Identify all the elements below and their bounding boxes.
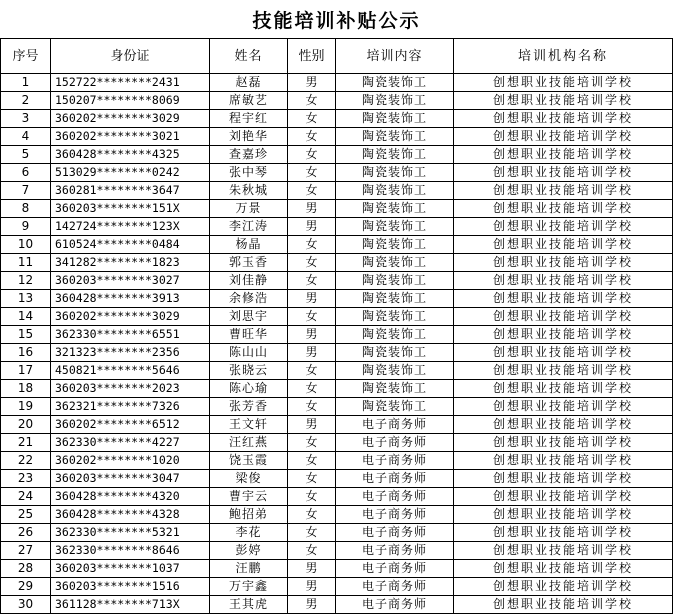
table-row [1, 398, 673, 416]
cell-name: 汪红燕 [210, 434, 288, 452]
cell-gender: 男 [288, 74, 336, 92]
cell-id-number: 610524********0484 [51, 236, 210, 254]
cell-id-number: 360202********6512 [51, 416, 210, 434]
cell-index: 11 [1, 254, 51, 272]
cell-id-number: 362330********4227 [51, 434, 210, 452]
cell-name: 陈山山 [210, 344, 288, 362]
cell-institution: 创想职业技能培训学校 [454, 92, 673, 110]
header-index: 序号 [1, 39, 51, 74]
cell-gender: 女 [288, 128, 336, 146]
cell-index: 6 [1, 164, 51, 182]
cell-name: 朱秋城 [210, 182, 288, 200]
cell-institution: 创想职业技能培训学校 [454, 110, 673, 128]
cell-gender: 男 [288, 416, 336, 434]
cell-training-content: 电子商务师 [336, 470, 454, 488]
cell-name: 张晓云 [210, 362, 288, 380]
table-row [1, 218, 673, 236]
table-row [1, 272, 673, 290]
cell-training-content: 陶瓷装饰工 [336, 164, 454, 182]
cell-institution: 创想职业技能培训学校 [454, 542, 673, 560]
cell-id-number: 362330********8646 [51, 542, 210, 560]
cell-index: 18 [1, 380, 51, 398]
table-row [1, 524, 673, 542]
cell-name: 刘佳静 [210, 272, 288, 290]
cell-name: 程宇红 [210, 110, 288, 128]
cell-training-content: 陶瓷装饰工 [336, 326, 454, 344]
cell-id-number: 450821********5646 [51, 362, 210, 380]
cell-id-number: 360203********3047 [51, 470, 210, 488]
table-row [1, 74, 673, 92]
subsidy-table [0, 38, 673, 614]
cell-training-content: 陶瓷装饰工 [336, 218, 454, 236]
cell-name: 张芳香 [210, 398, 288, 416]
table-row [1, 578, 673, 596]
cell-gender: 女 [288, 308, 336, 326]
cell-index: 9 [1, 218, 51, 236]
table-row [1, 308, 673, 326]
cell-id-number: 152722********2431 [51, 74, 210, 92]
cell-index: 23 [1, 470, 51, 488]
cell-id-number: 360428********4325 [51, 146, 210, 164]
cell-training-content: 陶瓷装饰工 [336, 272, 454, 290]
cell-id-number: 360203********1516 [51, 578, 210, 596]
table-row [1, 560, 673, 578]
cell-index: 14 [1, 308, 51, 326]
cell-institution: 创想职业技能培训学校 [454, 488, 673, 506]
cell-name: 曹宇云 [210, 488, 288, 506]
cell-institution: 创想职业技能培训学校 [454, 506, 673, 524]
cell-index: 16 [1, 344, 51, 362]
cell-name: 张中琴 [210, 164, 288, 182]
cell-id-number: 360202********1020 [51, 452, 210, 470]
table-row [1, 254, 673, 272]
cell-gender: 男 [288, 596, 336, 614]
cell-training-content: 电子商务师 [336, 578, 454, 596]
table-row [1, 164, 673, 182]
cell-id-number: 360202********3021 [51, 128, 210, 146]
cell-training-content: 电子商务师 [336, 506, 454, 524]
cell-gender: 女 [288, 380, 336, 398]
cell-id-number: 360428********3913 [51, 290, 210, 308]
cell-name: 查嘉珍 [210, 146, 288, 164]
cell-gender: 女 [288, 92, 336, 110]
cell-institution: 创想职业技能培训学校 [454, 578, 673, 596]
cell-index: 25 [1, 506, 51, 524]
cell-institution: 创想职业技能培训学校 [454, 218, 673, 236]
cell-name: 余修浩 [210, 290, 288, 308]
cell-index: 26 [1, 524, 51, 542]
table-row [1, 488, 673, 506]
cell-index: 10 [1, 236, 51, 254]
cell-index: 3 [1, 110, 51, 128]
cell-gender: 女 [288, 452, 336, 470]
cell-institution: 创想职业技能培训学校 [454, 128, 673, 146]
cell-index: 22 [1, 452, 51, 470]
cell-institution: 创想职业技能培训学校 [454, 596, 673, 614]
cell-name: 彭婷 [210, 542, 288, 560]
cell-training-content: 陶瓷装饰工 [336, 344, 454, 362]
cell-gender: 女 [288, 110, 336, 128]
cell-name: 汪鹏 [210, 560, 288, 578]
cell-gender: 男 [288, 200, 336, 218]
table-row [1, 182, 673, 200]
cell-gender: 女 [288, 524, 336, 542]
cell-name: 李花 [210, 524, 288, 542]
cell-gender: 女 [288, 398, 336, 416]
cell-training-content: 陶瓷装饰工 [336, 110, 454, 128]
cell-id-number: 361128********713X [51, 596, 210, 614]
table-row [1, 290, 673, 308]
cell-training-content: 电子商务师 [336, 416, 454, 434]
cell-name: 王其虎 [210, 596, 288, 614]
cell-gender: 女 [288, 470, 336, 488]
cell-training-content: 电子商务师 [336, 488, 454, 506]
cell-training-content: 电子商务师 [336, 524, 454, 542]
cell-index: 13 [1, 290, 51, 308]
cell-institution: 创想职业技能培训学校 [454, 380, 673, 398]
cell-training-content: 陶瓷装饰工 [336, 200, 454, 218]
cell-institution: 创想职业技能培训学校 [454, 200, 673, 218]
cell-gender: 女 [288, 254, 336, 272]
cell-training-content: 陶瓷装饰工 [336, 74, 454, 92]
table-row [1, 596, 673, 614]
header-training-content: 培训内容 [336, 39, 454, 74]
table-row [1, 326, 673, 344]
cell-name: 饶玉霞 [210, 452, 288, 470]
cell-gender: 女 [288, 182, 336, 200]
cell-gender: 女 [288, 362, 336, 380]
cell-training-content: 陶瓷装饰工 [336, 380, 454, 398]
table-row [1, 236, 673, 254]
cell-index: 7 [1, 182, 51, 200]
cell-name: 刘思宇 [210, 308, 288, 326]
cell-id-number: 150207********8069 [51, 92, 210, 110]
cell-institution: 创想职业技能培训学校 [454, 236, 673, 254]
cell-id-number: 360202********3029 [51, 308, 210, 326]
cell-index: 1 [1, 74, 51, 92]
cell-id-number: 362321********7326 [51, 398, 210, 416]
cell-index: 12 [1, 272, 51, 290]
cell-training-content: 电子商务师 [336, 434, 454, 452]
cell-gender: 男 [288, 218, 336, 236]
cell-index: 2 [1, 92, 51, 110]
table-row [1, 542, 673, 560]
cell-index: 30 [1, 596, 51, 614]
cell-institution: 创想职业技能培训学校 [454, 344, 673, 362]
cell-institution: 创想职业技能培训学校 [454, 290, 673, 308]
cell-institution: 创想职业技能培训学校 [454, 398, 673, 416]
cell-id-number: 341282********1823 [51, 254, 210, 272]
cell-name: 陈心瑜 [210, 380, 288, 398]
cell-institution: 创想职业技能培训学校 [454, 146, 673, 164]
header-id-number: 身份证 [51, 39, 210, 74]
cell-name: 郭玉香 [210, 254, 288, 272]
cell-institution: 创想职业技能培训学校 [454, 254, 673, 272]
cell-gender: 女 [288, 542, 336, 560]
cell-index: 21 [1, 434, 51, 452]
cell-id-number: 513029********0242 [51, 164, 210, 182]
cell-id-number: 321323********2356 [51, 344, 210, 362]
cell-index: 4 [1, 128, 51, 146]
table-row [1, 380, 673, 398]
cell-index: 20 [1, 416, 51, 434]
table-row [1, 506, 673, 524]
table-row [1, 128, 673, 146]
cell-gender: 男 [288, 290, 336, 308]
table-row [1, 344, 673, 362]
table-row [1, 452, 673, 470]
cell-id-number: 360203********2023 [51, 380, 210, 398]
table-body [1, 74, 673, 614]
cell-training-content: 陶瓷装饰工 [336, 128, 454, 146]
cell-institution: 创想职业技能培训学校 [454, 272, 673, 290]
cell-training-content: 陶瓷装饰工 [336, 398, 454, 416]
cell-gender: 男 [288, 326, 336, 344]
cell-institution: 创想职业技能培训学校 [454, 524, 673, 542]
cell-index: 8 [1, 200, 51, 218]
table-row [1, 416, 673, 434]
table-row [1, 200, 673, 218]
cell-name: 李江涛 [210, 218, 288, 236]
header-name: 姓名 [210, 39, 288, 74]
cell-index: 24 [1, 488, 51, 506]
cell-training-content: 陶瓷装饰工 [336, 290, 454, 308]
cell-training-content: 电子商务师 [336, 542, 454, 560]
table-row [1, 434, 673, 452]
cell-training-content: 陶瓷装饰工 [336, 146, 454, 164]
cell-index: 27 [1, 542, 51, 560]
cell-name: 鲍招弟 [210, 506, 288, 524]
table-row [1, 92, 673, 110]
cell-id-number: 360202********3029 [51, 110, 210, 128]
cell-institution: 创想职业技能培训学校 [454, 308, 673, 326]
cell-institution: 创想职业技能培训学校 [454, 362, 673, 380]
cell-index: 17 [1, 362, 51, 380]
cell-institution: 创想职业技能培训学校 [454, 560, 673, 578]
cell-gender: 男 [288, 578, 336, 596]
cell-gender: 女 [288, 164, 336, 182]
cell-institution: 创想职业技能培训学校 [454, 164, 673, 182]
table-row [1, 110, 673, 128]
cell-id-number: 142724********123X [51, 218, 210, 236]
cell-institution: 创想职业技能培训学校 [454, 182, 673, 200]
cell-gender: 男 [288, 344, 336, 362]
cell-id-number: 360203********3027 [51, 272, 210, 290]
cell-training-content: 陶瓷装饰工 [336, 92, 454, 110]
cell-training-content: 陶瓷装饰工 [336, 362, 454, 380]
table-row [1, 146, 673, 164]
cell-gender: 女 [288, 488, 336, 506]
cell-institution: 创想职业技能培训学校 [454, 326, 673, 344]
page-title: 技能培训补贴公示 [252, 9, 421, 32]
cell-training-content: 电子商务师 [336, 452, 454, 470]
table-row [1, 362, 673, 380]
cell-id-number: 360281********3647 [51, 182, 210, 200]
cell-name: 万景 [210, 200, 288, 218]
cell-name: 王文轩 [210, 416, 288, 434]
cell-id-number: 360428********4328 [51, 506, 210, 524]
cell-institution: 创想职业技能培训学校 [454, 434, 673, 452]
cell-id-number: 362330********6551 [51, 326, 210, 344]
header-row [1, 39, 673, 74]
cell-name: 刘艳华 [210, 128, 288, 146]
cell-name: 曹旺华 [210, 326, 288, 344]
cell-institution: 创想职业技能培训学校 [454, 470, 673, 488]
cell-training-content: 陶瓷装饰工 [336, 308, 454, 326]
cell-gender: 女 [288, 146, 336, 164]
cell-id-number: 360428********4320 [51, 488, 210, 506]
cell-gender: 女 [288, 236, 336, 254]
cell-training-content: 电子商务师 [336, 560, 454, 578]
cell-name: 杨晶 [210, 236, 288, 254]
cell-id-number: 362330********5321 [51, 524, 210, 542]
header-gender: 性别 [288, 39, 336, 74]
cell-name: 赵磊 [210, 74, 288, 92]
cell-institution: 创想职业技能培训学校 [454, 74, 673, 92]
cell-training-content: 陶瓷装饰工 [336, 254, 454, 272]
cell-index: 28 [1, 560, 51, 578]
cell-gender: 女 [288, 506, 336, 524]
cell-id-number: 360203********151X [51, 200, 210, 218]
cell-index: 15 [1, 326, 51, 344]
cell-training-content: 电子商务师 [336, 596, 454, 614]
cell-index: 5 [1, 146, 51, 164]
cell-index: 19 [1, 398, 51, 416]
cell-name: 席敏艺 [210, 92, 288, 110]
cell-training-content: 陶瓷装饰工 [336, 182, 454, 200]
cell-index: 29 [1, 578, 51, 596]
header-institution: 培训机构名称 [454, 39, 673, 74]
cell-id-number: 360203********1037 [51, 560, 210, 578]
table-row [1, 470, 673, 488]
cell-gender: 女 [288, 434, 336, 452]
cell-gender: 女 [288, 272, 336, 290]
cell-gender: 男 [288, 560, 336, 578]
cell-institution: 创想职业技能培训学校 [454, 416, 673, 434]
cell-name: 万宇鑫 [210, 578, 288, 596]
cell-training-content: 陶瓷装饰工 [336, 236, 454, 254]
cell-name: 梁俊 [210, 470, 288, 488]
cell-institution: 创想职业技能培训学校 [454, 452, 673, 470]
